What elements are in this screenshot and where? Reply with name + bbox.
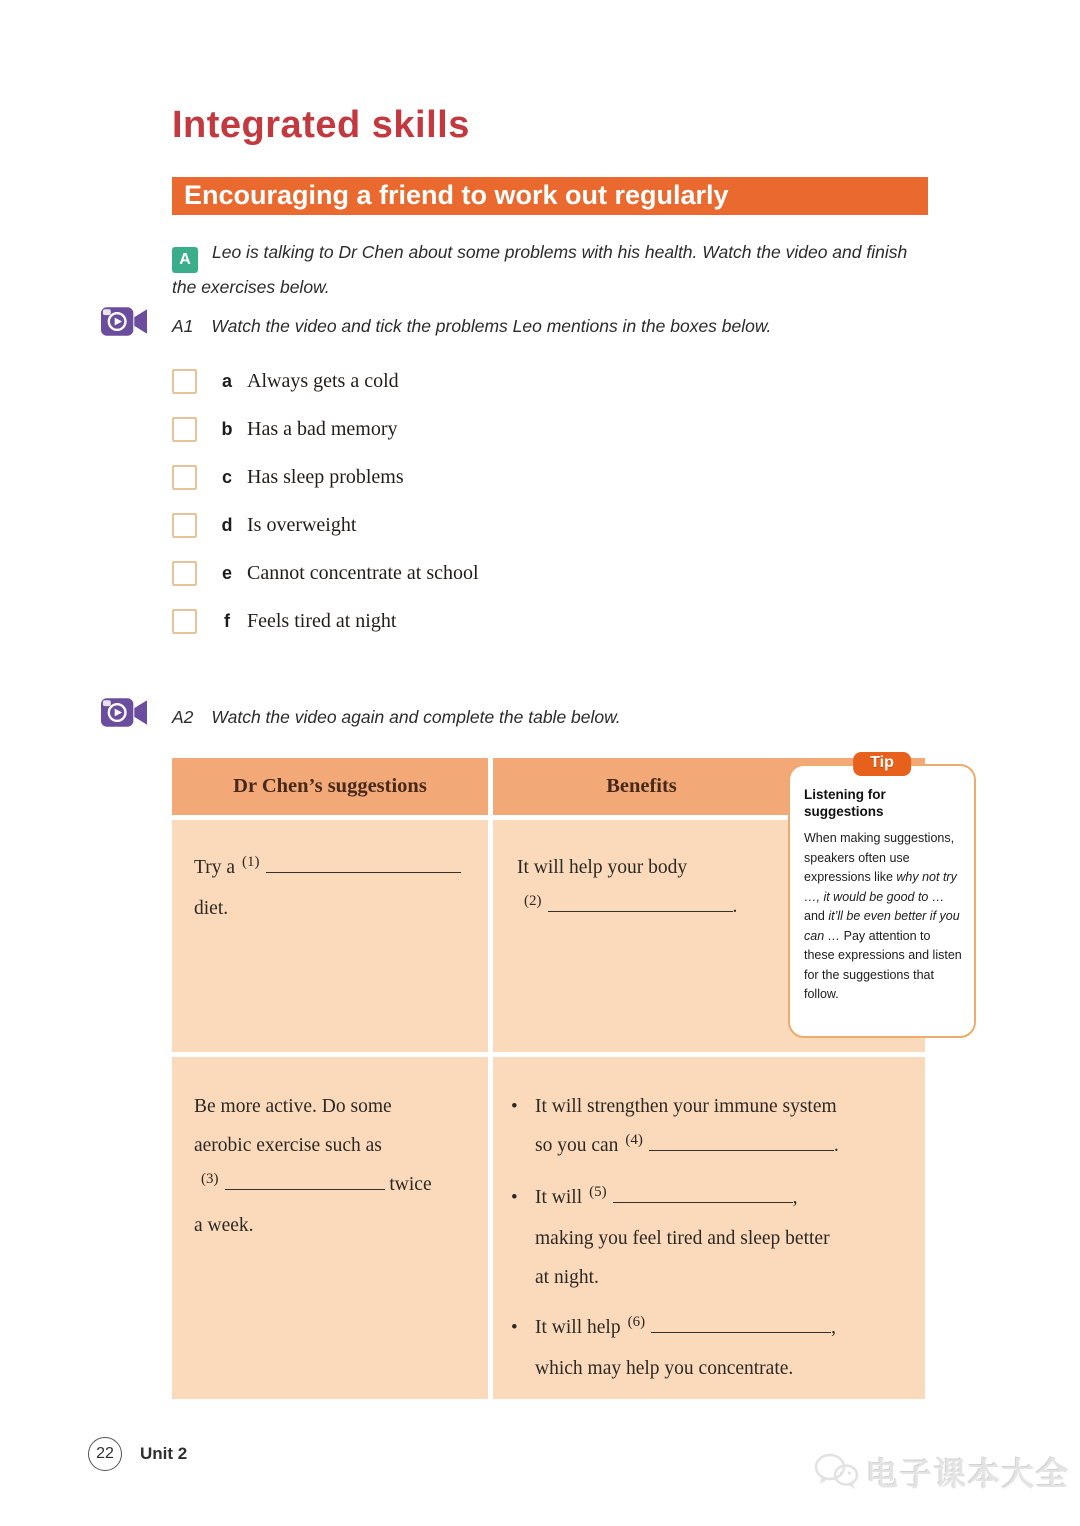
cell-text: twice bbox=[389, 1174, 432, 1195]
item-text: Is overweight bbox=[247, 513, 357, 536]
item-letter: c bbox=[221, 466, 232, 487]
item-text: Has sleep problems bbox=[247, 465, 404, 488]
cell-text: It will help bbox=[535, 1317, 621, 1338]
a1-checkbox-list bbox=[172, 368, 479, 656]
cell-text: at night. bbox=[535, 1267, 599, 1288]
section-a-intro bbox=[172, 238, 914, 301]
item-letter: f bbox=[224, 610, 230, 631]
cell-text: aerobic exercise such as bbox=[194, 1135, 382, 1156]
section-a-badge: A bbox=[172, 247, 198, 273]
checkbox-e[interactable] bbox=[172, 561, 197, 586]
cell-text: a week. bbox=[194, 1215, 254, 1236]
section-a-intro-text: Leo is talking to Dr Chen about some problems with his health. Watch the video and finish the exercises below. bbox=[172, 242, 908, 297]
a2-table bbox=[172, 754, 962, 1399]
exercise-a1-instruction: Watch the video and tick the problems Leo mentions in the boxes below. bbox=[211, 316, 772, 336]
tip-text-italic: it’ll be even better if you can … bbox=[804, 909, 960, 943]
item-letter: b bbox=[221, 418, 233, 439]
list-item bbox=[172, 464, 479, 490]
cell-text: which may help you concentrate. bbox=[535, 1358, 794, 1379]
item-letter: d bbox=[221, 514, 233, 535]
tip-text: and bbox=[804, 909, 829, 923]
blank-number: (2) bbox=[524, 893, 542, 909]
item-text: Always gets a cold bbox=[247, 369, 399, 392]
cell-text: , bbox=[831, 1317, 836, 1338]
cell-text: It will help your body bbox=[517, 857, 688, 878]
checkbox-d[interactable] bbox=[172, 513, 197, 538]
cell-text: , bbox=[792, 1187, 798, 1208]
exercise-a2-label: A2 bbox=[172, 707, 194, 727]
bullet-icon bbox=[511, 1178, 535, 1297]
blank-6[interactable] bbox=[651, 1327, 831, 1333]
lesson-banner: Encouraging a friend to work out regularly bbox=[172, 177, 928, 215]
exercise-a1-heading bbox=[172, 316, 932, 337]
cell-text: . bbox=[833, 1135, 839, 1156]
table-cell-suggestion-2 bbox=[172, 1057, 488, 1399]
blank-number: (1) bbox=[242, 854, 260, 870]
blank-4[interactable] bbox=[649, 1145, 834, 1151]
wechat-bubbles-icon bbox=[814, 1452, 860, 1492]
video-camera-icon[interactable] bbox=[100, 303, 149, 341]
exercise-a2-instruction: Watch the video again and complete the table below. bbox=[211, 707, 621, 727]
list-item bbox=[172, 512, 479, 538]
list-item bbox=[172, 560, 479, 586]
unit-label: Unit 2 bbox=[140, 1444, 188, 1463]
watermark bbox=[814, 1449, 1070, 1495]
blank-2[interactable] bbox=[548, 906, 733, 912]
cell-text: so you can bbox=[535, 1135, 619, 1156]
cell-text: diet. bbox=[194, 898, 229, 919]
table-header-benefits: Benefits bbox=[493, 758, 925, 815]
bullet-icon bbox=[511, 1308, 535, 1388]
blank-number: (5) bbox=[589, 1184, 607, 1200]
cell-text: It will strengthen your immune system bbox=[535, 1096, 837, 1117]
cell-text: It will bbox=[535, 1187, 583, 1208]
tip-text-italic: why not try …, it would be good to … bbox=[804, 870, 957, 904]
page-title: Integrated skills bbox=[172, 104, 470, 146]
exercise-a1-label: A1 bbox=[172, 316, 194, 336]
exercise-a2-heading bbox=[172, 707, 932, 728]
item-text: Has a bad memory bbox=[247, 417, 398, 440]
blank-number: (4) bbox=[625, 1132, 643, 1148]
tip-text: When making suggestions, speakers often use expressions like bbox=[804, 831, 955, 884]
tip-title: Listening for suggestions bbox=[804, 787, 886, 819]
list-item bbox=[172, 608, 479, 634]
checkbox-a[interactable] bbox=[172, 369, 197, 394]
item-letter: a bbox=[221, 370, 232, 391]
benefit-bullet bbox=[511, 1087, 899, 1167]
video-camera-icon[interactable] bbox=[100, 694, 149, 732]
watermark-text: 电子课本大全 bbox=[865, 1456, 1070, 1492]
item-text: Cannot concentrate at school bbox=[247, 561, 479, 584]
table-header-suggestions: Dr Chen’s suggestions bbox=[172, 758, 488, 815]
blank-number: (3) bbox=[201, 1171, 219, 1187]
blank-3[interactable] bbox=[225, 1184, 385, 1190]
list-item bbox=[172, 368, 479, 394]
tip-box bbox=[788, 754, 976, 1038]
table-cell-benefit-2 bbox=[493, 1057, 925, 1399]
cell-text: making you feel tired and sleep better bbox=[535, 1228, 830, 1249]
checkbox-c[interactable] bbox=[172, 465, 197, 490]
tip-body bbox=[804, 829, 962, 1005]
blank-5[interactable] bbox=[613, 1197, 793, 1203]
cell-text: . bbox=[732, 896, 738, 917]
tip-badge: Tip bbox=[853, 752, 911, 776]
cell-text: Try a bbox=[194, 857, 235, 878]
tip-text: Pay attention to these expressions and listen for the suggestions that follow. bbox=[804, 928, 962, 1001]
table-cell-suggestion-1 bbox=[172, 820, 488, 1052]
checkbox-f[interactable] bbox=[172, 609, 197, 634]
list-item bbox=[172, 416, 479, 442]
benefit-bullet bbox=[511, 1308, 899, 1388]
item-letter: e bbox=[221, 562, 232, 583]
item-text: Feels tired at night bbox=[247, 609, 397, 632]
page-number-badge: 22 bbox=[88, 1437, 122, 1471]
bullet-icon bbox=[511, 1087, 535, 1167]
blank-1[interactable] bbox=[266, 867, 461, 873]
benefit-bullet bbox=[511, 1178, 899, 1297]
checkbox-b[interactable] bbox=[172, 417, 197, 442]
blank-number: (6) bbox=[627, 1314, 646, 1330]
cell-text: Be more active. Do some bbox=[194, 1096, 392, 1117]
